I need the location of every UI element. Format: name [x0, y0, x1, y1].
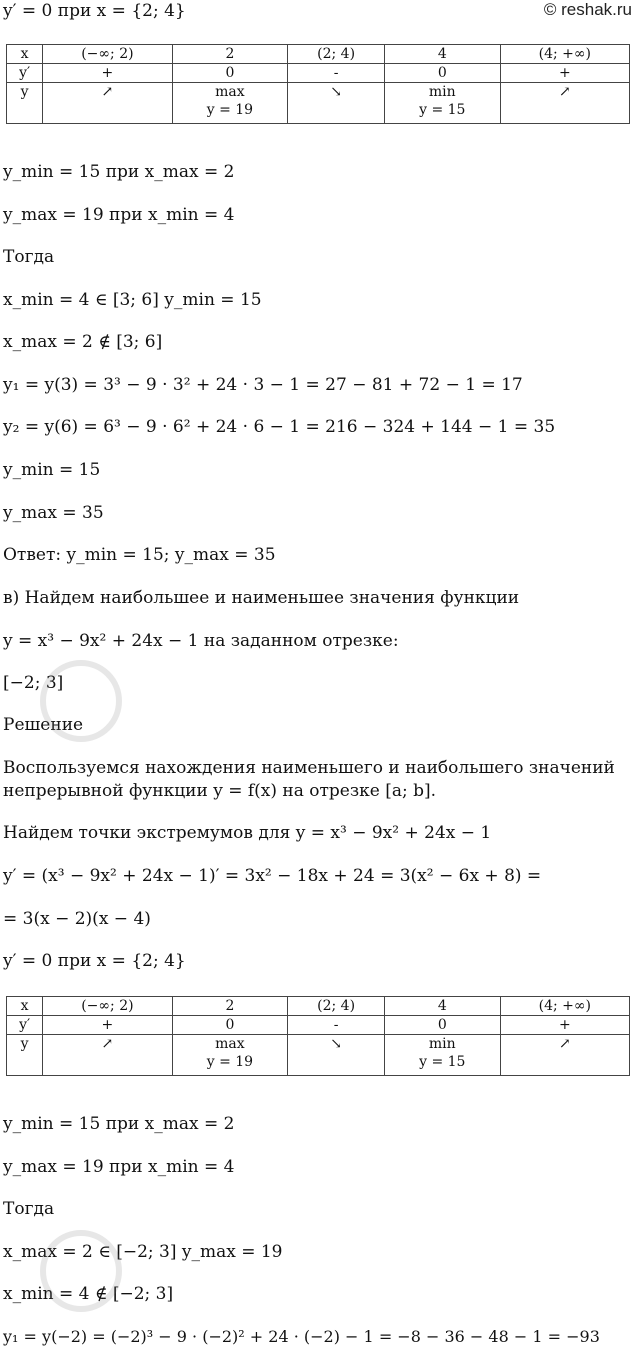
text-line: Тогда — [3, 1199, 55, 1219]
extremum-table-1 — [6, 44, 630, 124]
text-line: y_min = 15 при x_max = 2 — [3, 162, 235, 182]
table-cell: (4; +∞) — [500, 45, 629, 64]
site-watermark: © reshak.ru — [543, 0, 632, 19]
min-value: y = 15 — [419, 102, 466, 118]
table-cell: y′ — [7, 64, 43, 83]
table-cell: ↗ — [500, 1035, 629, 1076]
text-line: y_min = 15 при x_max = 2 — [3, 1114, 235, 1134]
text-line: непрерывной функции y = f(x) на отрезке [a; b]. — [3, 781, 437, 801]
answer-line: Ответ: y_min = 15; y_max = 35 — [3, 545, 276, 565]
text-line: Воспользуемся нахождения наименьшего и наибольшего значений — [3, 758, 615, 778]
table-cell — [384, 83, 500, 124]
table-cell: x — [7, 45, 43, 64]
text-line: y′ = 0 при x = {2; 4} — [3, 951, 186, 971]
table-cell: + — [500, 64, 629, 83]
table-cell: 0 — [172, 1016, 288, 1035]
table-cell: ↘ — [288, 83, 385, 124]
table-cell — [384, 1035, 500, 1076]
text-line: y = x³ − 9x² + 24x − 1 на заданном отрезке: — [3, 631, 399, 651]
text-line: y_max = 35 — [3, 503, 104, 523]
text-line: y_max = 19 при x_min = 4 — [3, 1157, 235, 1177]
table-cell: 4 — [384, 45, 500, 64]
max-label: max — [215, 84, 245, 100]
text-line: y′ = (x³ − 9x² + 24x − 1)′ = 3x² − 18x + 24 = 3(x² − 6x + 8) = — [3, 866, 542, 886]
table-cell: (2; 4) — [288, 997, 385, 1016]
derivative-zero-line: y′ = 0 при x = {2; 4} — [3, 1, 186, 21]
table-cell: - — [288, 64, 385, 83]
text-line: y₂ = y(6) = 6³ − 9 · 6² + 24 · 6 − 1 = 216 − 324 + 144 − 1 = 35 — [3, 417, 556, 437]
table-cell: 0 — [172, 64, 288, 83]
text-line: y_max = 19 при x_min = 4 — [3, 205, 235, 225]
section-title: в) Найдем наибольшее и наименьшее значения функции — [3, 588, 520, 608]
table-cell: 2 — [172, 45, 288, 64]
text-line: Тогда — [3, 247, 55, 267]
text-line: = 3(x − 2)(x − 4) — [3, 909, 151, 929]
max-label: max — [215, 1036, 245, 1052]
text-line: [−2; 3] — [3, 673, 64, 693]
table-cell: + — [43, 1016, 172, 1035]
table-cell: y — [7, 1035, 43, 1076]
text-line: y₁ = y(−2) = (−2)³ − 9 · (−2)² + 24 · (−2) − 1 = −8 − 36 − 48 − 1 = −93 — [3, 1327, 600, 1346]
text-line: y_min = 15 — [3, 460, 101, 480]
table-cell: (4; +∞) — [500, 997, 629, 1016]
table-cell — [172, 1035, 288, 1076]
text-line: x_min = 4 ∉ [−2; 3] — [3, 1284, 174, 1304]
text-line: y₁ = y(3) = 3³ − 9 · 3² + 24 · 3 − 1 = 27 − 81 + 72 − 1 = 17 — [3, 375, 523, 395]
table-cell: (−∞; 2) — [43, 45, 172, 64]
text-line: x_max = 2 ∈ [−2; 3] y_max = 19 — [3, 1242, 283, 1262]
table-cell: 2 — [172, 997, 288, 1016]
text-line: Решение — [3, 715, 84, 735]
table-cell: (2; 4) — [288, 45, 385, 64]
min-value: y = 15 — [419, 1054, 466, 1070]
table-cell: 0 — [384, 64, 500, 83]
table-cell — [172, 83, 288, 124]
text-line: Найдем точки экстремумов для y = x³ − 9x² + 24x − 1 — [3, 823, 492, 843]
table-cell: + — [43, 64, 172, 83]
max-value: y = 19 — [206, 102, 254, 118]
extremum-table-2 — [6, 996, 630, 1076]
min-label: min — [428, 84, 456, 100]
table-cell: y′ — [7, 1016, 43, 1035]
table-cell: x — [7, 997, 43, 1016]
table-cell: 0 — [384, 1016, 500, 1035]
table-cell: ↗ — [43, 83, 172, 124]
table-cell: ↗ — [500, 83, 629, 124]
table-cell: - — [288, 1016, 385, 1035]
text-line: x_min = 4 ∈ [3; 6] y_min = 15 — [3, 290, 262, 310]
table-cell: 4 — [384, 997, 500, 1016]
table-cell: (−∞; 2) — [43, 997, 172, 1016]
table-cell: ↘ — [288, 1035, 385, 1076]
min-label: min — [428, 1036, 456, 1052]
text-line: x_max = 2 ∉ [3; 6] — [3, 332, 163, 352]
max-value: y = 19 — [206, 1054, 254, 1070]
table-cell: + — [500, 1016, 629, 1035]
table-cell: ↗ — [43, 1035, 172, 1076]
table-cell: y — [7, 83, 43, 124]
